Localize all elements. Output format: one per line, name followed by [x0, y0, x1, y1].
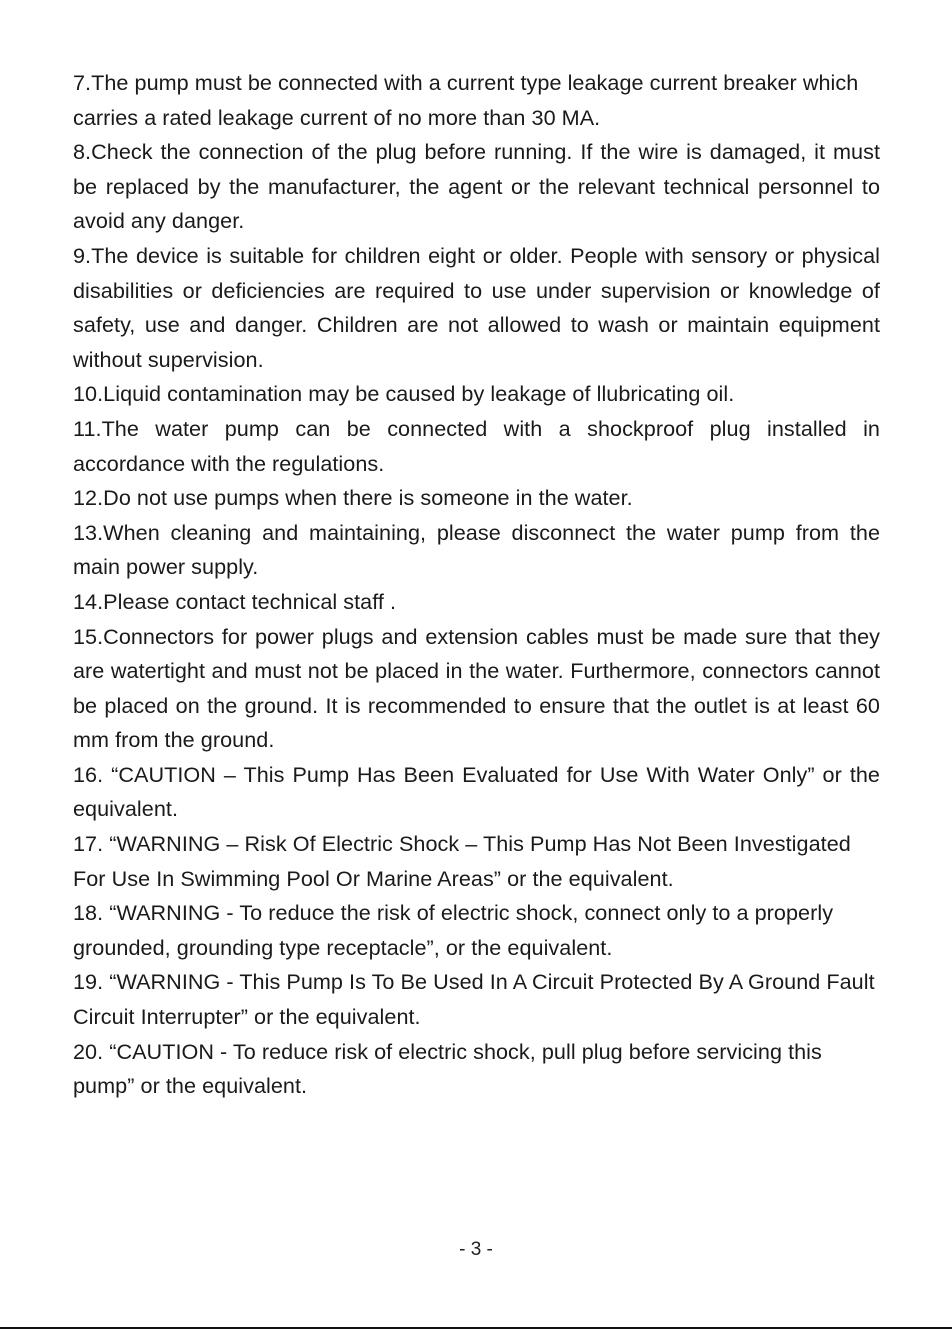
- instruction-11: 11.The water pump can be connected with a shockproof plug installed in accordance with the regulations.: [73, 415, 880, 476]
- instruction-15: 15.Connectors for power plugs and extension cables must be made sure that they are watertight and must not be placed in the water. Furthermore, connectors cannot be placed on the ground. It is recommended to ensure that the outlet is at least 60 mm from the ground.: [73, 623, 880, 753]
- instruction-20: 20. “CAUTION - To reduce risk of electric shock, pull plug before servicing this pump” or the equivalent.: [73, 1038, 822, 1099]
- instruction-16: 16. “CAUTION – This Pump Has Been Evaluated for Use With Water Only” or the equivalent.: [73, 761, 880, 822]
- instruction-19: 19. “WARNING - This Pump Is To Be Used In A Circuit Protected By A Ground Fault Circuit Interrupter” or the equivalent.: [73, 969, 875, 1030]
- document-body: [73, 66, 880, 1104]
- instruction-10: 10.Liquid contamination may be caused by leakage of llubricating oil.: [73, 381, 735, 407]
- page-number: - 3 -: [459, 1239, 493, 1260]
- bottom-divider: [0, 1327, 952, 1329]
- instruction-13: 13.When cleaning and maintaining, please disconnect the water pump from the main power supply.: [73, 519, 880, 580]
- instruction-8: 8.Check the connection of the plug before running. If the wire is damaged, it must be replaced by the manufacturer, the agent or the relevant technical personnel to avoid any danger.: [73, 139, 880, 234]
- instruction-17: 17. “WARNING – Risk Of Electric Shock – This Pump Has Not Been Investigated For Use In Swimming Pool Or Marine Areas” or the equivalent.: [73, 831, 851, 891]
- instruction-9: 9.The device is suitable for children eight or older. People with sensory or physical disabilities or deficiencies are required to use under supervision or knowledge of safety, use and danger. Children are not allowed to wash or maintain equipment without supervision.: [73, 242, 880, 372]
- instruction-14: 14.Please contact technical staff .: [73, 588, 397, 614]
- instruction-12: 12.Do not use pumps when there is someone in the water.: [73, 485, 633, 511]
- instruction-7: 7.The pump must be connected with a current type leakage current breaker which carries a rated leakage current of no more than 30 MA.: [73, 70, 859, 130]
- instruction-18: 18. “WARNING - To reduce the risk of electric shock, connect only to a properly grounded, grounding type receptacle”, or the equivalent.: [73, 900, 834, 960]
